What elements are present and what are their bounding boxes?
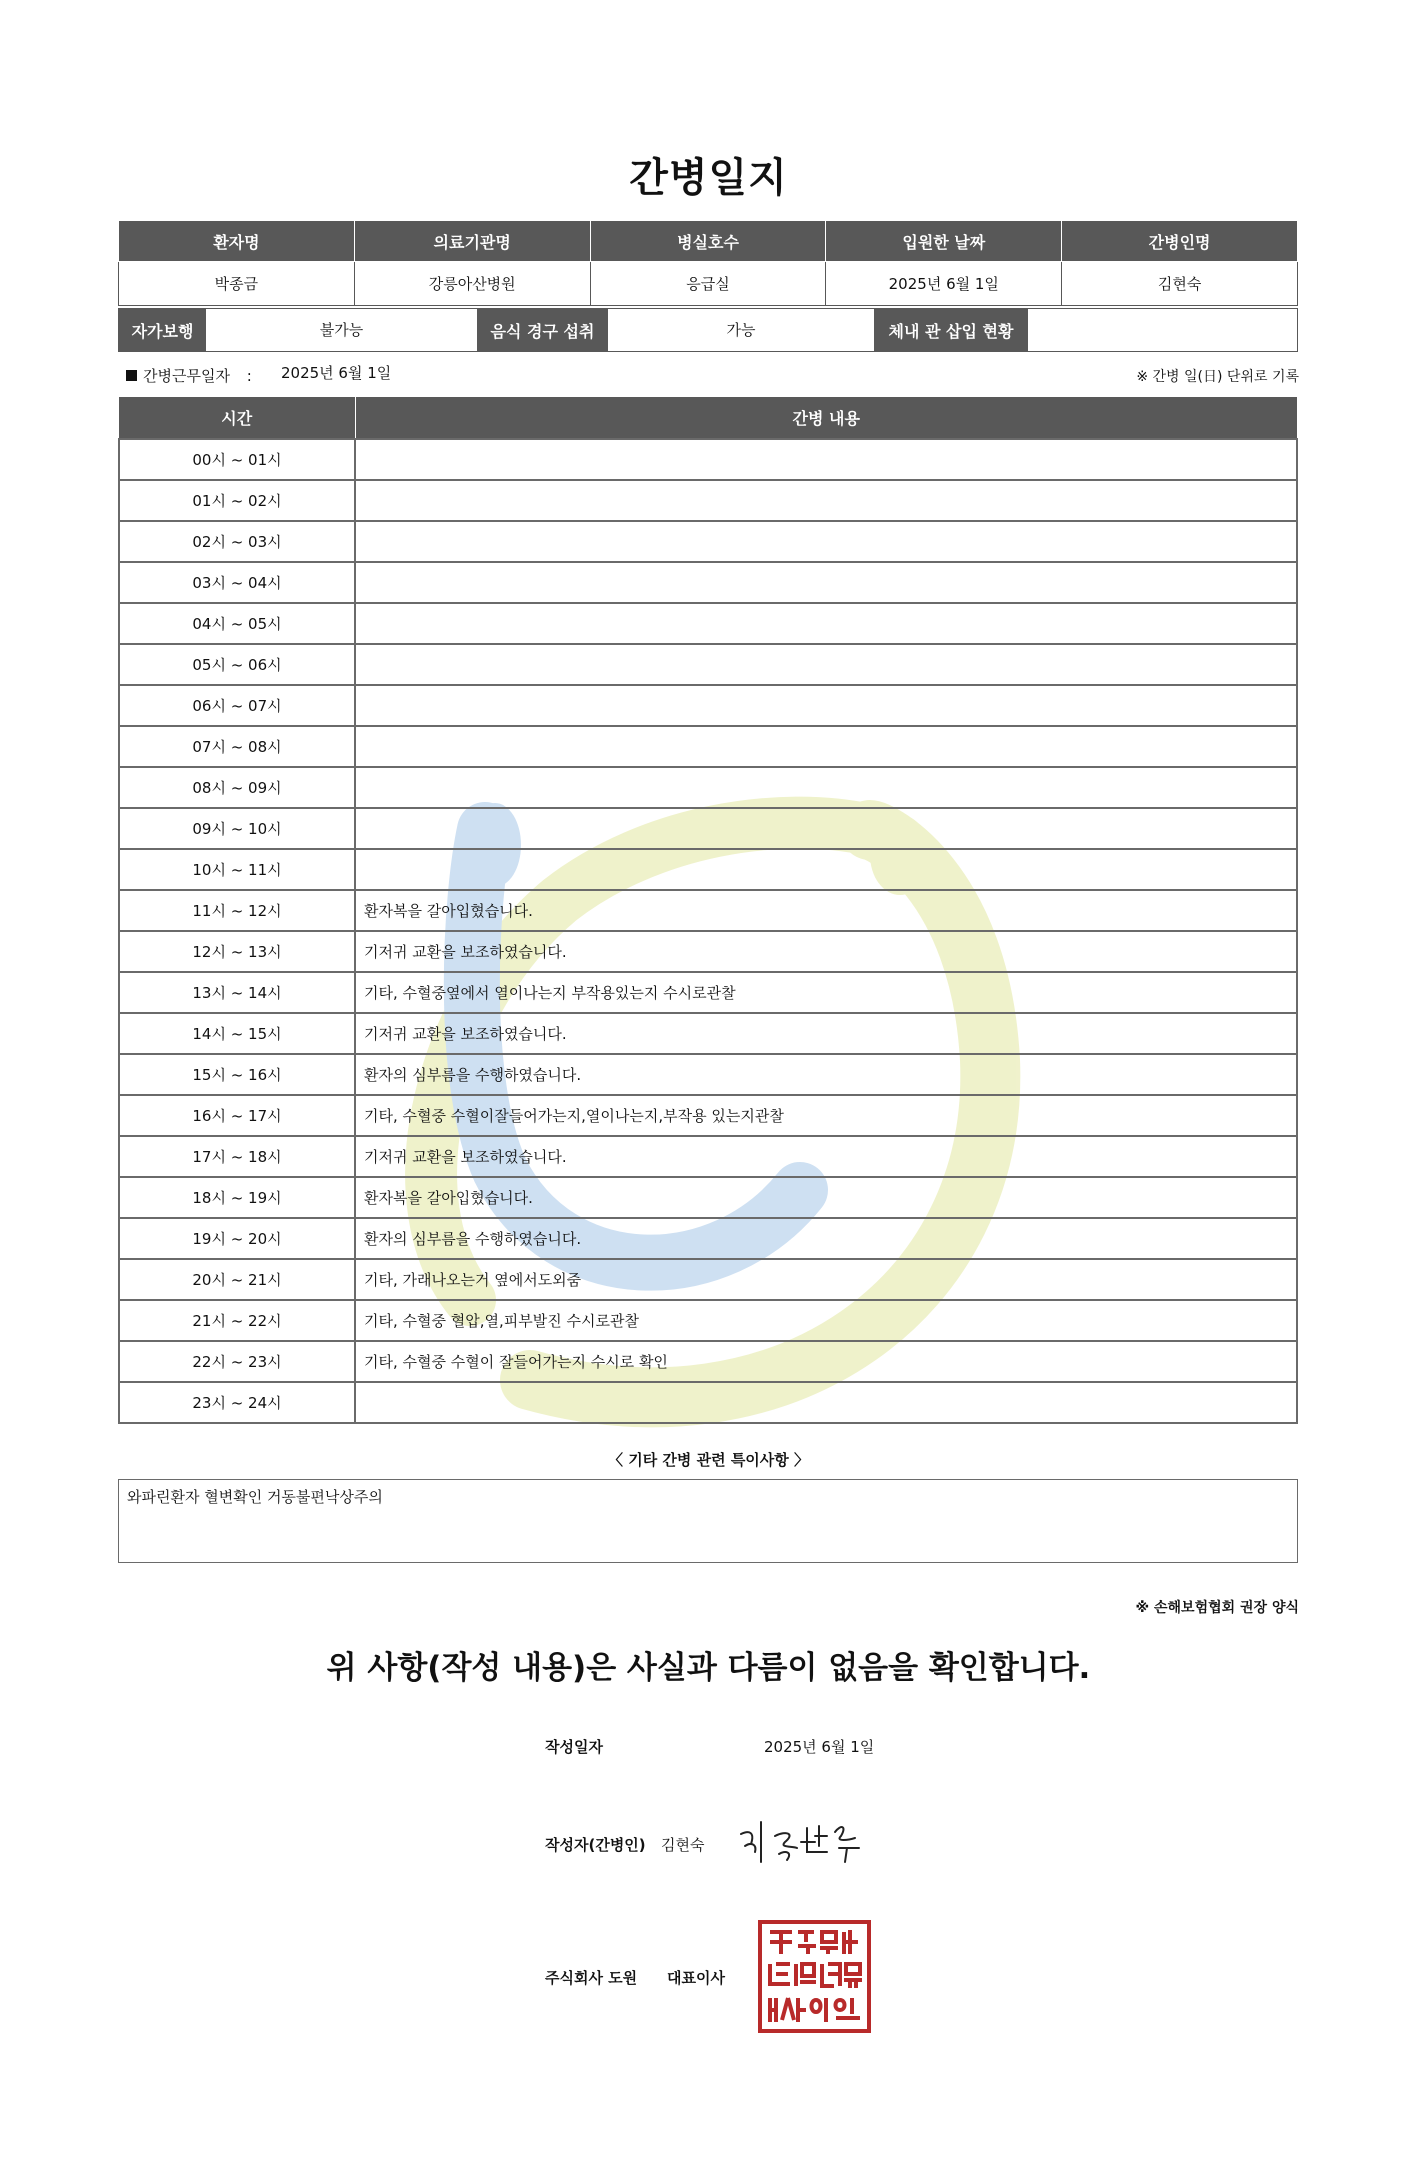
header-patient-name: 환자명 <box>119 221 355 262</box>
header-time: 시간 <box>119 397 355 439</box>
table-row <box>119 808 1297 849</box>
header-caregiver-name: 간병인명 <box>1062 221 1298 262</box>
time-slot: 23시 ~ 24시 <box>119 1382 355 1423</box>
table-row <box>119 644 1297 685</box>
value-hospital-name: 강릉아산병원 <box>354 262 590 306</box>
table-row <box>119 1300 1297 1341</box>
tube-insertion-label: 체내 관 삽입 현황 <box>874 309 1028 351</box>
care-content <box>355 767 1297 808</box>
care-content <box>355 726 1297 767</box>
oral-intake-value: 가능 <box>726 321 756 339</box>
care-content: 환자의 심부름을 수행하였습니다. <box>355 1218 1297 1259</box>
time-slot: 04시 ~ 05시 <box>119 603 355 644</box>
care-content: 기타, 수혈중 수혈이잘들어가는지,열이나는지,부작용 있는지관찰 <box>355 1095 1297 1136</box>
table-row <box>119 1177 1297 1218</box>
time-slot: 07시 ~ 08시 <box>119 726 355 767</box>
time-slot: 02시 ~ 03시 <box>119 521 355 562</box>
written-date-value: 2025년 6월 1일 <box>764 1738 875 1756</box>
author-value: 김현숙 <box>661 1836 705 1854</box>
self-walk-value: 불가능 <box>319 321 364 339</box>
time-slot: 21시 ~ 22시 <box>119 1300 355 1341</box>
care-content: 기타, 수혈중옆에서 열이나는지 부작용있는지 수시로관찰 <box>355 972 1297 1013</box>
table-row <box>119 890 1297 931</box>
table-row <box>119 1095 1297 1136</box>
table-row <box>119 726 1297 767</box>
table-row <box>119 849 1297 890</box>
time-slot: 10시 ~ 11시 <box>119 849 355 890</box>
time-slot: 11시 ~ 12시 <box>119 890 355 931</box>
oral-intake-label: 음식 경구 섭취 <box>477 309 608 351</box>
time-slot: 12시 ~ 13시 <box>119 931 355 972</box>
time-slot: 18시 ~ 19시 <box>119 1177 355 1218</box>
table-row <box>119 931 1297 972</box>
table-row <box>119 439 1297 480</box>
document-title: 간병일지 <box>629 155 788 201</box>
time-slot: 15시 ~ 16시 <box>119 1054 355 1095</box>
table-row <box>119 603 1297 644</box>
signature-image <box>735 1812 875 1872</box>
company-label: 주식회사 도원 <box>545 1969 638 1987</box>
care-content <box>355 644 1297 685</box>
care-content <box>355 562 1297 603</box>
table-row <box>119 1259 1297 1300</box>
header-admission-date: 입원한 날짜 <box>826 221 1062 262</box>
patient-status-row <box>118 308 1298 352</box>
written-date-label: 작성일자 <box>545 1738 603 1756</box>
care-content <box>355 439 1297 480</box>
care-content: 기타, 가래나오는거 옆에서도외줌 <box>355 1259 1297 1300</box>
table-row <box>119 972 1297 1013</box>
time-slot: 22시 ~ 23시 <box>119 1341 355 1382</box>
time-slot: 03시 ~ 04시 <box>119 562 355 603</box>
association-form-note: ※ 손해보험협회 권장 양식 <box>1135 1600 1299 1616</box>
table-row <box>119 480 1297 521</box>
company-seal-stamp <box>758 1920 871 2033</box>
table-row <box>119 1218 1297 1259</box>
time-slot: 06시 ~ 07시 <box>119 685 355 726</box>
value-admission-date: 2025년 6월 1일 <box>826 262 1062 306</box>
self-walk-label: 자가보행 <box>119 309 206 351</box>
care-content <box>355 1382 1297 1423</box>
work-day-label-group <box>126 365 252 386</box>
time-slot: 14시 ~ 15시 <box>119 1013 355 1054</box>
time-slot: 09시 ~ 10시 <box>119 808 355 849</box>
patient-info-table <box>118 221 1298 306</box>
time-slot: 08시 ~ 09시 <box>119 767 355 808</box>
table-row <box>119 1382 1297 1423</box>
time-slot: 20시 ~ 21시 <box>119 1259 355 1300</box>
table-row <box>119 1341 1297 1382</box>
care-content: 기저귀 교환을 보조하였습니다. <box>355 931 1297 972</box>
time-slot: 19시 ~ 20시 <box>119 1218 355 1259</box>
company-seal-icon <box>762 1924 867 2029</box>
value-room-number: 응급실 <box>590 262 826 306</box>
care-content: 환자의 심부름을 수행하였습니다. <box>355 1054 1297 1095</box>
header-hospital-name: 의료기관명 <box>354 221 590 262</box>
care-content <box>355 849 1297 890</box>
time-slot: 05시 ~ 06시 <box>119 644 355 685</box>
header-care-content: 간병 내용 <box>355 397 1297 439</box>
care-content <box>355 480 1297 521</box>
confirmation-statement: 위 사항(작성 내용)은 사실과 다름이 없음을 확인합니다. <box>326 1650 1091 1686</box>
table-row <box>119 1136 1297 1177</box>
work-day-separator: : <box>246 367 252 385</box>
work-day-label: 간병근무일자 <box>143 367 230 385</box>
table-row <box>119 767 1297 808</box>
care-content: 기타, 수혈중 수혈이 잘들어가는지 수시로 확인 <box>355 1341 1297 1382</box>
time-slot: 13시 ~ 14시 <box>119 972 355 1013</box>
time-slot: 17시 ~ 18시 <box>119 1136 355 1177</box>
care-schedule-table <box>118 397 1298 1424</box>
time-slot: 01시 ~ 02시 <box>119 480 355 521</box>
ceo-label: 대표이사 <box>667 1969 725 1987</box>
care-content: 환자복을 갈아입혔습니다. <box>355 1177 1297 1218</box>
care-content <box>355 808 1297 849</box>
value-caregiver-name: 김현숙 <box>1062 262 1298 306</box>
care-content: 기저귀 교환을 보조하였습니다. <box>355 1136 1297 1177</box>
square-bullet-icon <box>126 370 137 381</box>
care-content <box>355 603 1297 644</box>
work-day-note: ※ 간병 일(日) 단위로 기록 <box>1136 369 1299 385</box>
table-row <box>119 1054 1297 1095</box>
care-content <box>355 685 1297 726</box>
work-day-date: 2025년 6월 1일 <box>281 364 392 382</box>
special-notes-title: 〈 기타 간병 관련 특이사항 〉 <box>607 1451 809 1469</box>
table-row <box>119 521 1297 562</box>
value-patient-name: 박종금 <box>119 262 355 306</box>
care-content <box>355 521 1297 562</box>
care-content: 기타, 수혈중 혈압,열,피부발진 수시로관찰 <box>355 1300 1297 1341</box>
header-room-number: 병실호수 <box>590 221 826 262</box>
care-content: 환자복을 갈아입혔습니다. <box>355 890 1297 931</box>
table-row <box>119 685 1297 726</box>
time-slot: 16시 ~ 17시 <box>119 1095 355 1136</box>
table-row <box>119 1013 1297 1054</box>
author-label: 작성자(간병인) <box>545 1836 646 1854</box>
special-notes-box: 와파린환자 혈변확인 거동불편낙상주의 <box>118 1479 1298 1563</box>
tube-insertion-value <box>1028 309 1297 351</box>
care-content: 기저귀 교환을 보조하였습니다. <box>355 1013 1297 1054</box>
time-slot: 00시 ~ 01시 <box>119 439 355 480</box>
table-row <box>119 562 1297 603</box>
